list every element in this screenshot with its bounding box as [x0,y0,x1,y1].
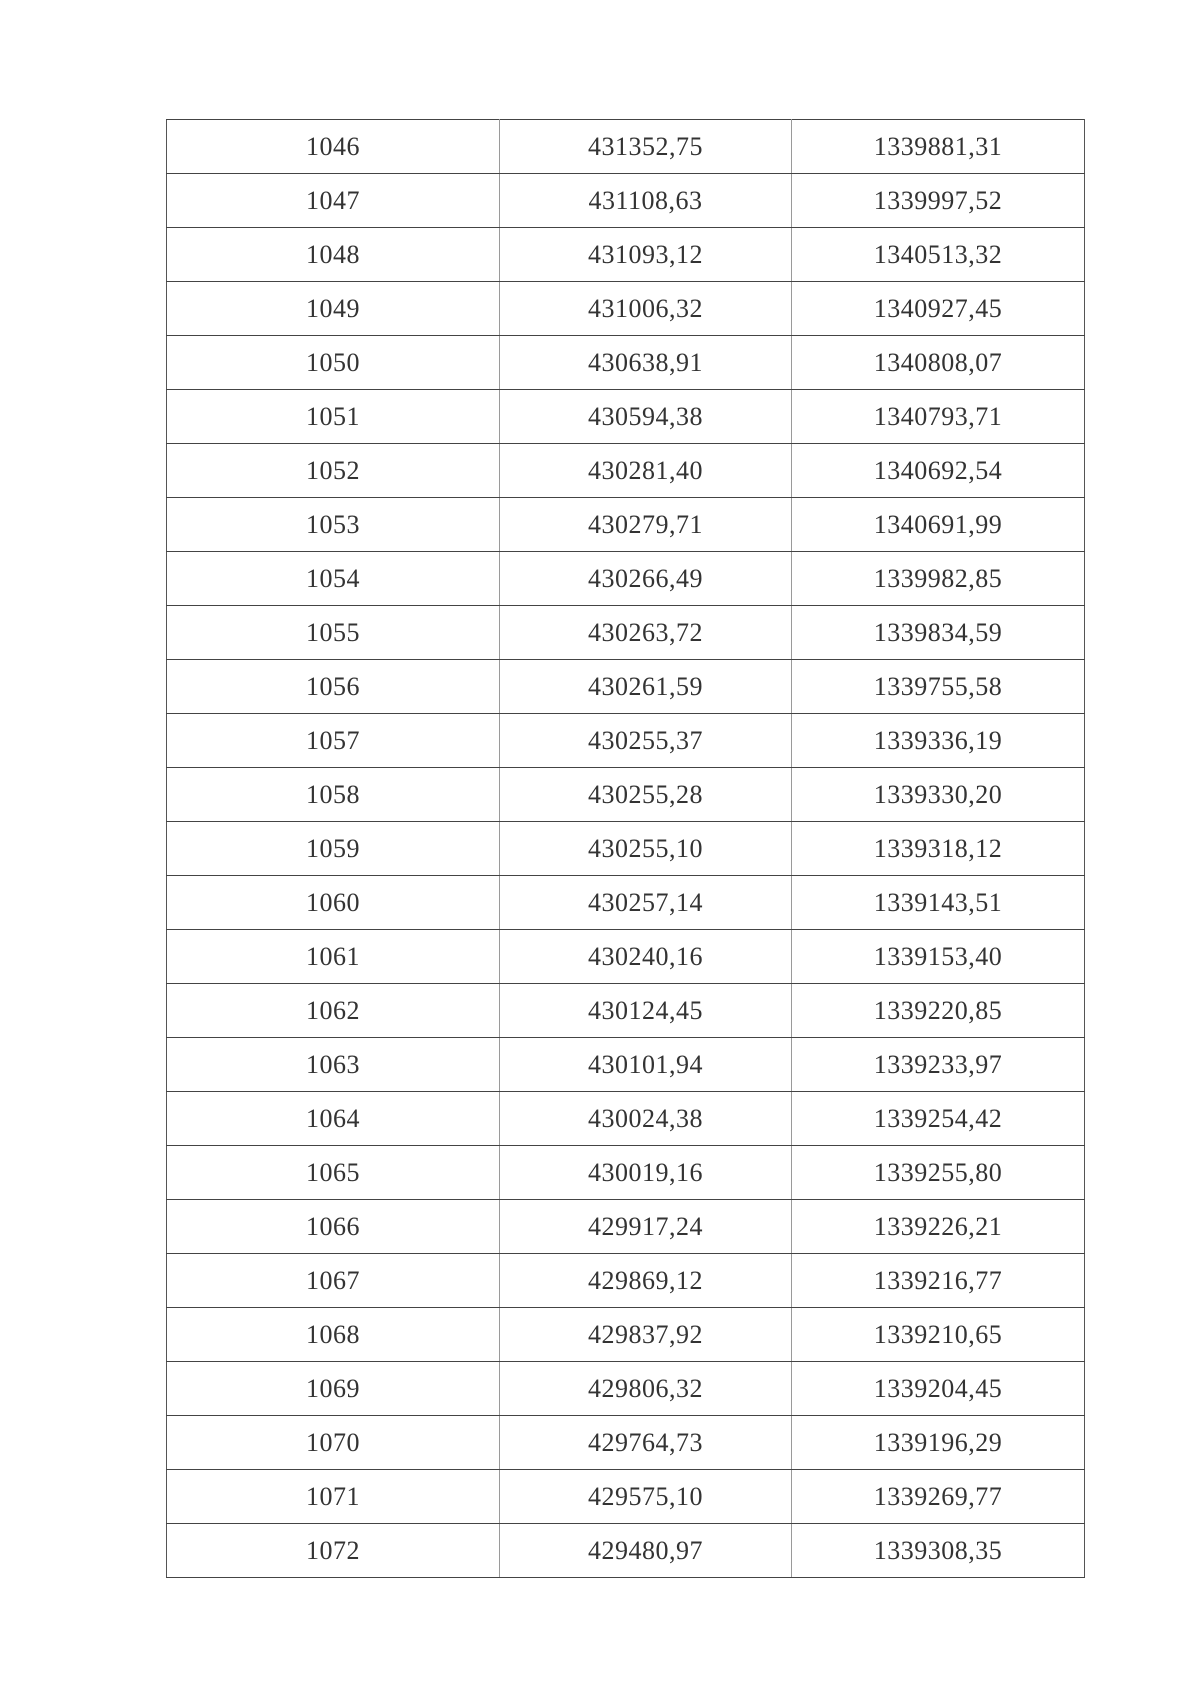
y-coordinate-cell: 1339226,21 [792,1200,1085,1254]
table-row [167,1092,1085,1146]
point-number-cell: 1046 [167,120,500,174]
table-row [167,1308,1085,1362]
point-number-cell: 1054 [167,552,500,606]
y-coordinate-cell: 1340691,99 [792,498,1085,552]
point-number-cell: 1057 [167,714,500,768]
x-coordinate-cell: 429917,24 [500,1200,792,1254]
y-coordinate-cell: 1339210,65 [792,1308,1085,1362]
point-number-cell: 1061 [167,930,500,984]
y-coordinate-cell: 1340513,32 [792,228,1085,282]
table-row [167,1146,1085,1200]
point-number-cell: 1052 [167,444,500,498]
point-number-cell: 1049 [167,282,500,336]
table-row [167,930,1085,984]
point-number-cell: 1063 [167,1038,500,1092]
table-row [167,714,1085,768]
y-coordinate-cell: 1339982,85 [792,552,1085,606]
y-coordinate-cell: 1340808,07 [792,336,1085,390]
y-coordinate-cell: 1339196,29 [792,1416,1085,1470]
table-row [167,336,1085,390]
table-row [167,174,1085,228]
x-coordinate-cell: 431108,63 [500,174,792,228]
point-number-cell: 1071 [167,1470,500,1524]
x-coordinate-cell: 430281,40 [500,444,792,498]
x-coordinate-cell: 430594,38 [500,390,792,444]
x-coordinate-cell: 431006,32 [500,282,792,336]
point-number-cell: 1069 [167,1362,500,1416]
x-coordinate-cell: 430257,14 [500,876,792,930]
y-coordinate-cell: 1339143,51 [792,876,1085,930]
point-number-cell: 1070 [167,1416,500,1470]
x-coordinate-cell: 430279,71 [500,498,792,552]
table-row [167,1524,1085,1578]
table-row [167,498,1085,552]
y-coordinate-cell: 1339755,58 [792,660,1085,714]
x-coordinate-cell: 430255,37 [500,714,792,768]
x-coordinate-cell: 430266,49 [500,552,792,606]
point-number-cell: 1065 [167,1146,500,1200]
point-number-cell: 1056 [167,660,500,714]
point-number-cell: 1062 [167,984,500,1038]
table-row [167,444,1085,498]
y-coordinate-cell: 1339336,19 [792,714,1085,768]
table-row [167,120,1085,174]
table-row [167,984,1085,1038]
point-number-cell: 1066 [167,1200,500,1254]
y-coordinate-cell: 1339255,80 [792,1146,1085,1200]
x-coordinate-cell: 429575,10 [500,1470,792,1524]
x-coordinate-cell: 429837,92 [500,1308,792,1362]
point-number-cell: 1050 [167,336,500,390]
point-number-cell: 1048 [167,228,500,282]
table-row [167,1038,1085,1092]
table-row [167,1200,1085,1254]
table-row [167,660,1085,714]
point-number-cell: 1055 [167,606,500,660]
x-coordinate-cell: 430255,28 [500,768,792,822]
point-number-cell: 1072 [167,1524,500,1578]
table-row [167,228,1085,282]
y-coordinate-cell: 1339220,85 [792,984,1085,1038]
table-row [167,1254,1085,1308]
coordinates-table-body [167,120,1085,1578]
point-number-cell: 1051 [167,390,500,444]
y-coordinate-cell: 1339204,45 [792,1362,1085,1416]
y-coordinate-cell: 1340793,71 [792,390,1085,444]
table-row [167,876,1085,930]
y-coordinate-cell: 1340692,54 [792,444,1085,498]
y-coordinate-cell: 1339153,40 [792,930,1085,984]
y-coordinate-cell: 1339233,97 [792,1038,1085,1092]
x-coordinate-cell: 430255,10 [500,822,792,876]
x-coordinate-cell: 430638,91 [500,336,792,390]
y-coordinate-cell: 1339997,52 [792,174,1085,228]
x-coordinate-cell: 429806,32 [500,1362,792,1416]
point-number-cell: 1059 [167,822,500,876]
coordinates-table [166,119,1085,1578]
y-coordinate-cell: 1339318,12 [792,822,1085,876]
y-coordinate-cell: 1339330,20 [792,768,1085,822]
table-row [167,606,1085,660]
x-coordinate-cell: 430101,94 [500,1038,792,1092]
y-coordinate-cell: 1339216,77 [792,1254,1085,1308]
y-coordinate-cell: 1339308,35 [792,1524,1085,1578]
table-row [167,822,1085,876]
x-coordinate-cell: 430019,16 [500,1146,792,1200]
table-row [167,1470,1085,1524]
table-row [167,390,1085,444]
y-coordinate-cell: 1339254,42 [792,1092,1085,1146]
x-coordinate-cell: 429480,97 [500,1524,792,1578]
point-number-cell: 1067 [167,1254,500,1308]
x-coordinate-cell: 430124,45 [500,984,792,1038]
table-row [167,552,1085,606]
y-coordinate-cell: 1339834,59 [792,606,1085,660]
table-row [167,1362,1085,1416]
table-row [167,282,1085,336]
x-coordinate-cell: 430261,59 [500,660,792,714]
y-coordinate-cell: 1339881,31 [792,120,1085,174]
x-coordinate-cell: 430240,16 [500,930,792,984]
point-number-cell: 1047 [167,174,500,228]
point-number-cell: 1068 [167,1308,500,1362]
table-row [167,768,1085,822]
point-number-cell: 1058 [167,768,500,822]
x-coordinate-cell: 431352,75 [500,120,792,174]
point-number-cell: 1053 [167,498,500,552]
table-row [167,1416,1085,1470]
point-number-cell: 1060 [167,876,500,930]
x-coordinate-cell: 429869,12 [500,1254,792,1308]
y-coordinate-cell: 1340927,45 [792,282,1085,336]
y-coordinate-cell: 1339269,77 [792,1470,1085,1524]
point-number-cell: 1064 [167,1092,500,1146]
x-coordinate-cell: 431093,12 [500,228,792,282]
x-coordinate-cell: 430263,72 [500,606,792,660]
x-coordinate-cell: 430024,38 [500,1092,792,1146]
x-coordinate-cell: 429764,73 [500,1416,792,1470]
